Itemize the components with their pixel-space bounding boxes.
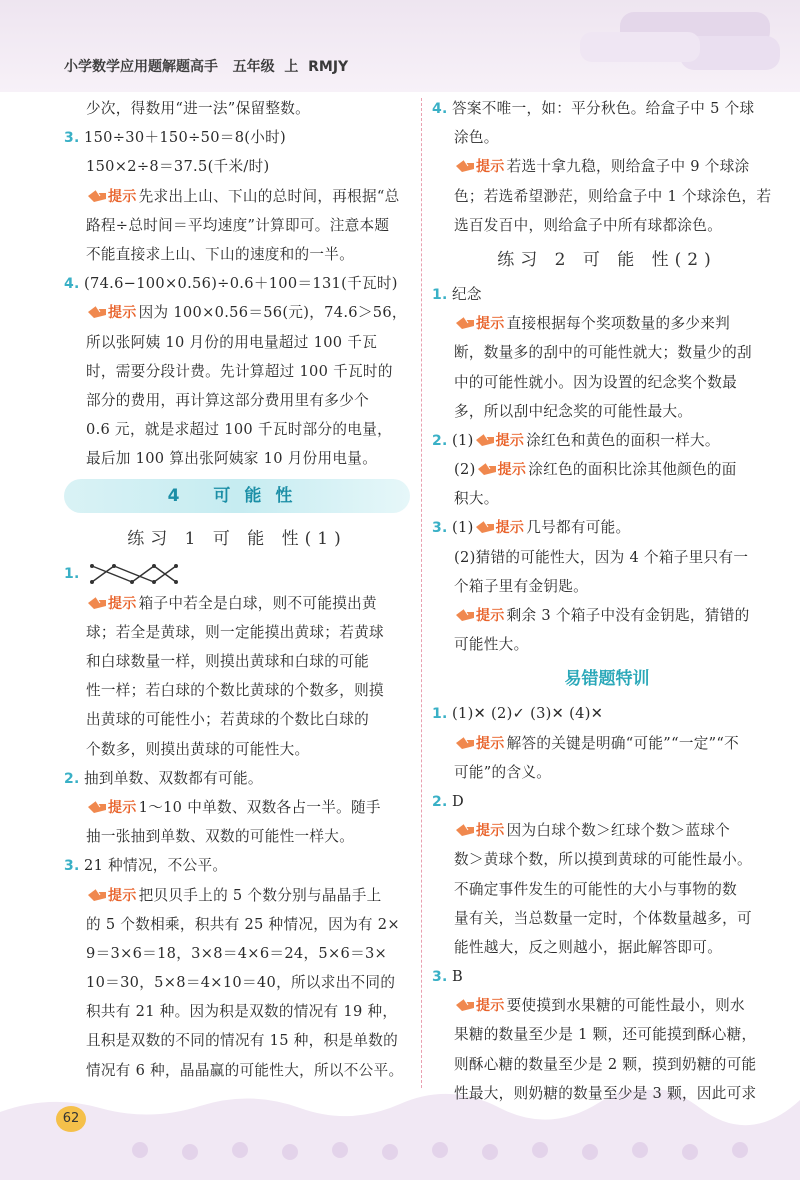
tip-line: 和白球数量一样，则摸出黄球和白球的可能: [86, 653, 369, 670]
tip-text: 把贝贝手上的 5 个数分别与晶晶手上: [138, 886, 382, 904]
answer-line: [432, 962, 782, 991]
tip-line: 可能性大。: [454, 636, 529, 654]
answer-line: [432, 280, 782, 309]
hand-pointer-icon: [86, 304, 108, 320]
tip-marker: [454, 601, 505, 631]
answer-line: [64, 764, 410, 793]
tip-line: 所以张阿姨 10 月份的用电量超过 100 千瓦: [86, 333, 378, 351]
hand-pointer-icon: [86, 887, 108, 903]
answer-line: [64, 123, 410, 152]
hand-pointer-icon: [474, 519, 496, 535]
decorative-shapes-icon: [580, 6, 790, 76]
tip-line: [64, 793, 410, 822]
tip-text: 涂红色的面积比涂其他颜色的面: [528, 461, 737, 479]
tip-text: 要使摸到水果糖的可能性最小，则水: [506, 997, 745, 1015]
answer-text: 抽到单数、双数都有可能。: [84, 769, 263, 787]
question-number: 1.: [64, 566, 80, 583]
question-number: 4.: [64, 276, 80, 293]
column-divider: [421, 98, 422, 1088]
hand-pointer-icon: [476, 461, 498, 477]
tip-line: 不能直接求上山、下山的速度和的一半。: [86, 245, 355, 263]
answer-line: 150×2÷8＝37.5(千米/时): [86, 158, 270, 176]
tip-marker: [454, 991, 505, 1021]
tip-line: 0.6 元，就是求超过 100 千瓦时部分的电量，: [86, 421, 392, 439]
tip-marker: [86, 793, 137, 823]
exercise-title: 练习 2 可 能 性(2): [497, 249, 717, 270]
question-number: 3.: [64, 130, 80, 147]
part-label: (1): [452, 431, 474, 449]
answer-text: 21 种情况，不公平。: [84, 857, 228, 875]
book-header-title: 小学数学应用题解题高手 五年级 上 RMJY: [64, 59, 349, 75]
tip-line: 情况有 6 种，晶晶赢的可能性大，所以不公平。: [86, 1061, 404, 1079]
answer-line: 个箱子里有金钥匙。: [454, 577, 589, 595]
tip-text: 直接根据每个奖项数量的多少来判: [506, 315, 731, 333]
tip-line: [432, 309, 782, 338]
tip-text: 若选十拿九稳，则给盒子中 9 个球涂: [506, 158, 750, 176]
tip-line: 断，数量多的刮中的可能性就大；数量少的刮: [454, 344, 752, 362]
tip-text: 因为 100×0.56＝56(元)，74.6＞56，: [138, 304, 407, 322]
tip-line: 选百发百中，则给盒子中所有球都涂色。: [454, 216, 723, 234]
matching-lines-diagram: [84, 561, 184, 587]
tip-marker: [86, 589, 137, 619]
tip-line: [64, 589, 410, 618]
tip-line: 积共有 21 种。因为积是双数的情况有 19 种，: [86, 1003, 398, 1021]
tip-marker: [454, 309, 505, 339]
tip-line: 多，所以刮中纪念奖的可能性最大。: [454, 402, 693, 420]
tip-label: 提示: [495, 520, 525, 537]
question-number: 1.: [432, 706, 448, 723]
tip-line: [64, 182, 410, 211]
tip-text: 解答的关键是明确“可能”“一定”“不: [506, 734, 740, 752]
tip-line: 10＝30，5×8＝4×10＝40，所以求出不同的: [86, 974, 396, 992]
hand-pointer-icon: [86, 799, 108, 815]
tip-line: 时，需要分段计费。先计算超过 100 千瓦时的: [86, 362, 393, 380]
tip-text: 1～10 中单数、双数各占一半。随手: [138, 798, 381, 816]
tip-line: 出黄球的可能性小；若黄球的个数比白球的: [86, 711, 369, 729]
question-number: 2.: [64, 770, 80, 787]
tip-line: 果糖的数量至少是 1 颗，还可能摸到酥心糖，: [454, 1026, 757, 1044]
left-column: [64, 94, 410, 1085]
tip-label: 提示: [108, 595, 137, 612]
tip-label: 提示: [476, 608, 505, 624]
tip-line: 部分的费用，再计算这部分费用里有多少个: [86, 391, 369, 409]
tip-marker: [476, 455, 527, 485]
answer-text: (1)✕ (2)✓ (3)✕ (4)✕: [452, 705, 604, 723]
tip-line: 则酥心糖的数量至少是 2 颗，摸到奶糖的可能: [454, 1055, 757, 1073]
tip-label: 提示: [476, 735, 505, 752]
question-number: 4.: [432, 101, 448, 117]
answer-line: [64, 269, 410, 298]
tip-line: 中的可能性就小。因为设置的纪念奖个数最: [454, 373, 737, 391]
question-number: 3.: [64, 858, 80, 875]
answer-text: B: [452, 968, 464, 986]
tip-marker: [86, 182, 137, 212]
special-training-title: 易错题特训: [564, 669, 650, 690]
tip-line: 球；若全是黄球，则一定能摸出黄球；若黄球: [86, 623, 384, 641]
answer-text: 150÷30＋150÷50＝8(小时): [84, 129, 287, 147]
tip-label: 提示: [108, 305, 137, 322]
answer-line: [432, 94, 782, 123]
tip-label: 提示: [497, 462, 527, 479]
tip-line: [432, 152, 782, 181]
tip-line: 个数多，则摸出黄球的可能性大。: [86, 740, 310, 758]
hand-pointer-icon: [454, 997, 476, 1013]
hand-pointer-icon: [454, 158, 476, 174]
answer-line: [64, 851, 410, 880]
answer-line: [432, 787, 782, 816]
right-column: [432, 94, 782, 1108]
tip-line: 9＝3×6＝18，3×8＝4×6＝24，5×6＝3×: [86, 944, 388, 962]
tip-line: 的 5 个数相乘，积共有 25 种情况，因为有 2×: [86, 915, 400, 933]
answer-text: 纪念: [452, 285, 482, 303]
tip-marker: [86, 298, 137, 328]
tip-line: [432, 455, 782, 484]
answer-line: (2)猜错的可能性大，因为 4 个箱子里只有一: [454, 548, 749, 566]
tip-label: 提示: [108, 887, 137, 904]
tip-line: 路程÷总时间＝平均速度”计算即可。注意本题: [86, 216, 390, 234]
answer-text: (74.6−100×0.56)÷0.6＋100＝131(千瓦时): [84, 275, 398, 293]
hand-pointer-icon: [86, 595, 108, 611]
tip-line: 性一样；若白球的个数比黄球的个数多，则摸: [86, 682, 384, 700]
answer-line: 少次，得数用“进一法”保留整数。: [86, 100, 311, 117]
tip-line: 数＞黄球个数，所以摸到黄球的可能性最小。: [454, 851, 752, 869]
tip-text: 剩余 3 个箱子中没有金钥匙，猜错的: [506, 607, 750, 624]
tip-text: 涂红色和黄色的面积一样大。: [526, 431, 720, 449]
tip-marker: [86, 881, 137, 911]
section-title: 4 可能性: [64, 479, 410, 513]
tip-line: [432, 991, 782, 1020]
part-label: (2): [454, 461, 476, 479]
question-number: 2.: [432, 793, 448, 810]
tip-line: [432, 601, 782, 630]
question-number: 3.: [432, 520, 448, 537]
hand-pointer-icon: [454, 607, 476, 623]
hand-pointer-icon: [474, 432, 496, 448]
question-number: 2.: [432, 432, 448, 449]
tip-line: 量有关，当总数量一定时，个体数量越多，可: [454, 909, 752, 927]
answer-line: [432, 699, 782, 728]
answer-line: [64, 559, 410, 588]
answer-line: [432, 426, 782, 455]
tip-line: 性最大，则奶糖的数量至少是 3 颗，因此可求: [454, 1084, 757, 1102]
tip-line: 积大。: [454, 490, 499, 508]
tip-marker: [454, 729, 505, 759]
tip-text: 先求出上山、下山的总时间，再根据“总: [138, 187, 400, 205]
tip-line: 且积是双数的不同的情况有 15 种，积是单数的: [86, 1032, 399, 1050]
tip-line: 最后加 100 算出张阿姨家 10 月份用电量。: [86, 450, 378, 468]
tip-label: 提示: [495, 432, 525, 449]
tip-label: 提示: [108, 188, 137, 205]
tip-line: [64, 881, 410, 910]
tip-line: 可能”的含义。: [454, 763, 552, 781]
tip-line: 色；若选希望渺茫，则给盒子中 1 个球涂色，若: [454, 187, 772, 205]
tip-marker: [474, 513, 525, 543]
tip-label: 提示: [108, 799, 137, 816]
tip-line: [432, 729, 782, 758]
hand-pointer-icon: [454, 735, 476, 751]
tip-marker: [474, 426, 525, 456]
tip-marker: [454, 152, 505, 182]
tip-line: 不确定事件发生的可能性的大小与事物的数: [454, 880, 737, 898]
tip-label: 提示: [476, 823, 505, 840]
tip-line: 能性越大，反之则越小，据此解答即可。: [454, 938, 723, 956]
tip-line: 抽一张抽到单数、双数的可能性一样大。: [86, 828, 355, 846]
hand-pointer-icon: [454, 822, 476, 838]
question-number: 3.: [432, 969, 448, 986]
tip-label: 提示: [476, 159, 505, 176]
hand-pointer-icon: [86, 188, 108, 204]
tip-text: 箱子中若全是白球，则不可能摸出黄: [138, 594, 377, 612]
question-number: 1.: [432, 286, 448, 303]
hand-pointer-icon: [454, 315, 476, 331]
tip-label: 提示: [476, 316, 505, 333]
exercise-title: 练习 1 可 能 性(1): [127, 529, 347, 550]
answer-text: 答案不唯一，如：平分秋色。给盒子中 5 个球: [452, 100, 755, 117]
page-number: 62: [56, 1106, 86, 1132]
answer-text: D: [452, 792, 465, 810]
tip-text: 因为白球个数＞红球个数＞蓝球个: [506, 822, 731, 840]
tip-line: [64, 298, 410, 327]
tip-label: 提示: [476, 998, 505, 1015]
tip-marker: [454, 816, 505, 846]
answer-line: 涂色。: [454, 129, 499, 147]
tip-line: [432, 816, 782, 845]
tip-text: 几号都有可能。: [526, 519, 631, 537]
part-label: (1): [452, 519, 474, 537]
answer-line: [432, 513, 782, 542]
